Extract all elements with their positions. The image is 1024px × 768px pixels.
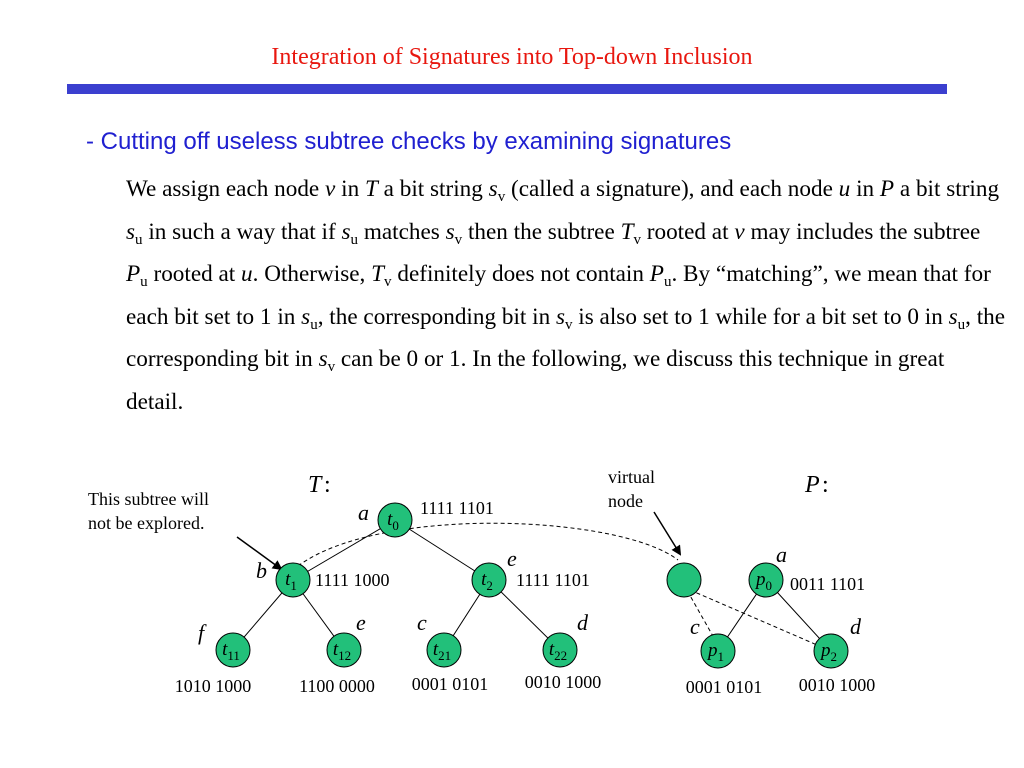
virtual-node-note-line1: virtual	[608, 467, 655, 487]
node-label-t2: $t_2$	[481, 569, 493, 593]
tree-node-t2	[472, 546, 590, 597]
node-tag-p0: a	[776, 542, 787, 567]
node-signature-t11: 1010 1000	[174, 676, 252, 696]
node-tag-p1: c	[690, 614, 700, 639]
node-signature-p1: 0001 0101	[685, 677, 763, 697]
node-label-t1: $t_1$	[285, 569, 297, 593]
slide-title: Integration of Signatures into Top-down Inclusion	[271, 44, 753, 70]
node-tag-t21: c	[417, 610, 427, 635]
tree-node-p1	[686, 614, 763, 697]
dashed-link-t1-virtual	[298, 523, 678, 566]
tree-t-label: T	[308, 472, 322, 498]
virtual-node-note-line2: node	[608, 491, 643, 511]
tree-node-t21	[412, 610, 489, 694]
node-signature-t22: 0010 1000	[524, 672, 602, 692]
node-signature-t2: 1111 1101	[516, 570, 590, 590]
node-label-p2: $p_2$	[821, 640, 837, 664]
node-label-p1: $p_1$	[708, 640, 724, 664]
node-signature-p2: 0010 1000	[798, 675, 876, 695]
tree-node-t22	[525, 610, 602, 692]
tree-node-t12	[299, 610, 375, 696]
node-signature-t1: 1111 1000	[315, 570, 390, 590]
tree-p-colon: :	[822, 472, 829, 498]
node-label-t21: $t_{21}$	[432, 639, 452, 663]
node-tag-t1: b	[256, 558, 267, 583]
node-tag-t22: d	[577, 610, 588, 635]
node-signature-p0: 0011 1101	[790, 574, 866, 594]
tree-node-t1	[256, 558, 390, 597]
node-label-p0: $p_0$	[756, 569, 772, 593]
body-paragraph: We assign each node v in T a bit string $s_v$ (called a signature), and each node u in P a bit string $s_u$ in such a way that if $s_u$ matches $s_v$ then the subtree $T_v$ rooted at v may includes the subtree $P_u$ rooted at u. Otherwise, $T_v$ definitely does not contain $P_u$. By “matching”, we mean that for each bit set to 1 in $s_u$, the corresponding bit in $s_v$ is also set to 1 while for a bit set to 0 in $s_u$, the corresponding bit in $s_v$ can be 0 or 1. In the following, we discuss this technique in great detail.	[126, 176, 1006, 415]
node-label-t22: $t_{22}$	[548, 639, 568, 663]
node-tag-t11: f	[198, 620, 205, 645]
node-signature-t12: 1100 0000	[299, 676, 375, 696]
nodes-layer	[175, 498, 876, 697]
node-tag-t12: e	[356, 610, 366, 635]
node-tag-t0: a	[358, 500, 369, 525]
subtree-note-line2: not be explored.	[88, 513, 205, 533]
node-label-t11: $t_{11}$	[222, 639, 240, 663]
node-label-t0: $t_0$	[387, 509, 399, 533]
tree-t-colon: :	[324, 472, 331, 498]
node-tag-t2: e	[507, 546, 517, 571]
tree-p-label: P	[805, 472, 820, 498]
tree-node-p0	[749, 542, 865, 597]
node-signature-t21: 0001 0101	[411, 674, 489, 694]
node-signature-t0: 1111 1101	[420, 498, 494, 518]
tree-node-p2	[799, 614, 876, 695]
virtual-node	[667, 563, 701, 597]
tree-node-t11	[175, 620, 252, 696]
bullet-heading: - Cutting off useless subtree checks by examining signatures	[86, 128, 732, 155]
node-tag-p2: d	[850, 614, 861, 639]
arrow-virtual-note	[654, 512, 680, 554]
node-label-t12: $t_{12}$	[332, 639, 352, 663]
tree-node-t0	[358, 498, 494, 537]
subtree-note-line1: This subtree will	[88, 489, 209, 509]
